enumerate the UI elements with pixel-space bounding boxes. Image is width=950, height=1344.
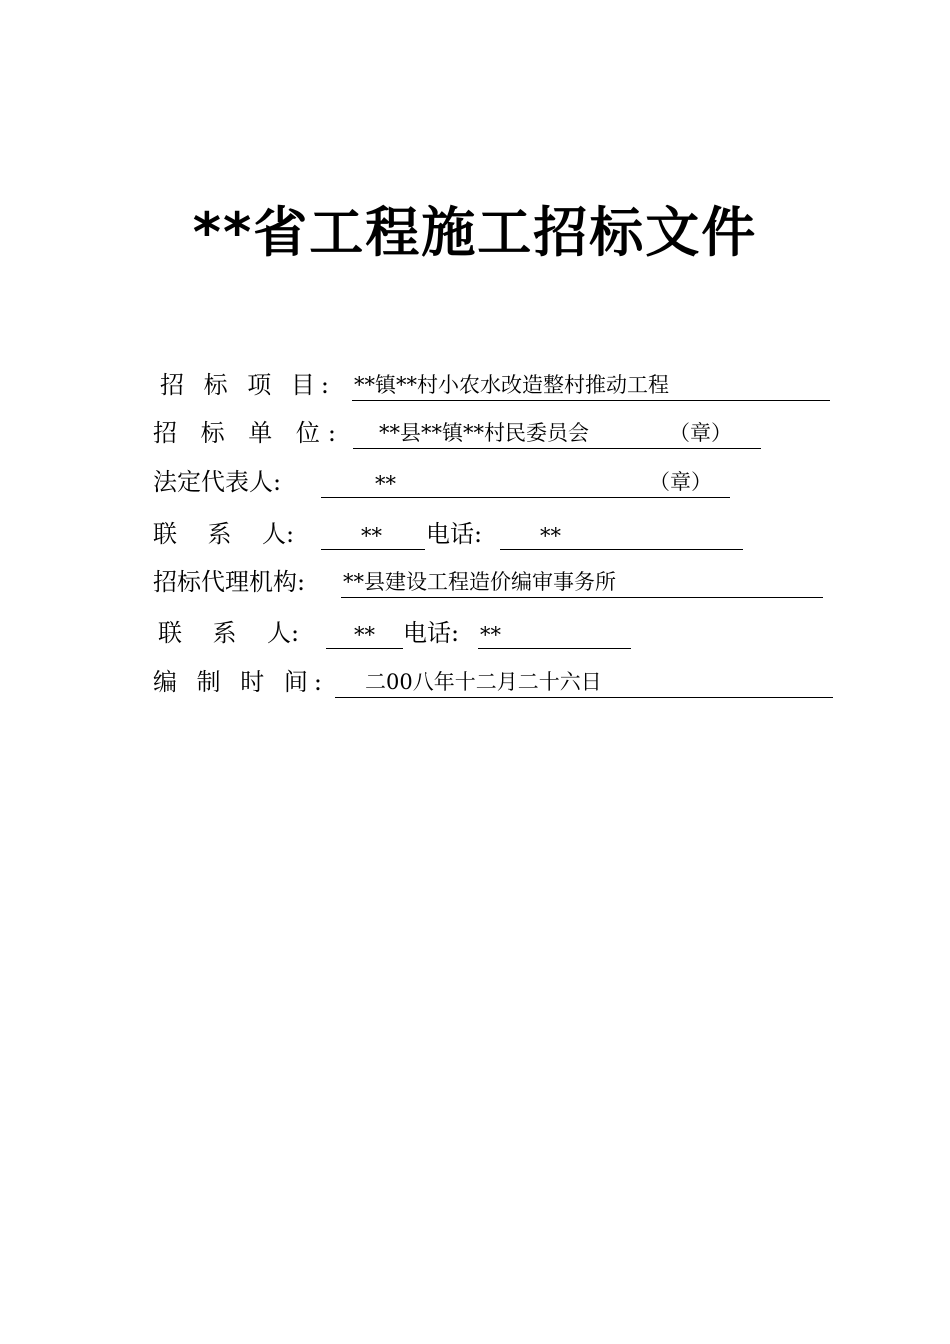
agency-value: **县建设工程造价编审事务所 bbox=[343, 570, 616, 594]
phone2-value: ** bbox=[480, 623, 501, 647]
contact-row bbox=[153, 519, 833, 553]
date-label: 编 制 时 间: bbox=[153, 668, 328, 696]
contact2-row bbox=[158, 618, 838, 652]
contact2-value: ** bbox=[354, 623, 375, 647]
date-row bbox=[153, 667, 843, 701]
unit-row bbox=[153, 418, 833, 452]
phone-label: 电话: bbox=[426, 520, 483, 548]
document-title: **省工程施工招标文件 bbox=[192, 201, 758, 264]
unit-label: 招 标 单 位: bbox=[153, 419, 344, 447]
project-row bbox=[160, 370, 840, 404]
unit-value: **县**镇**村民委员会 bbox=[379, 421, 589, 445]
contact-label: 联 系 人: bbox=[153, 520, 295, 548]
project-value: **镇**村小农水改造整村推动工程 bbox=[354, 373, 669, 397]
agency-row bbox=[153, 567, 833, 601]
agency-label: 招标代理机构: bbox=[153, 568, 306, 596]
phone-value: ** bbox=[540, 524, 561, 548]
representative-row bbox=[153, 467, 833, 501]
representative-seal: （章） bbox=[649, 470, 712, 494]
date-value: 二00八年十二月二十六日 bbox=[365, 670, 602, 694]
phone2-label: 电话: bbox=[403, 619, 460, 647]
representative-label: 法定代表人: bbox=[153, 468, 282, 496]
representative-value: ** bbox=[375, 472, 396, 496]
project-label: 招 标 项 目: bbox=[160, 371, 335, 399]
contact-value: ** bbox=[361, 524, 382, 548]
phone-underline bbox=[500, 519, 743, 550]
unit-seal: （章） bbox=[669, 421, 732, 445]
contact2-label: 联 系 人: bbox=[158, 619, 300, 647]
